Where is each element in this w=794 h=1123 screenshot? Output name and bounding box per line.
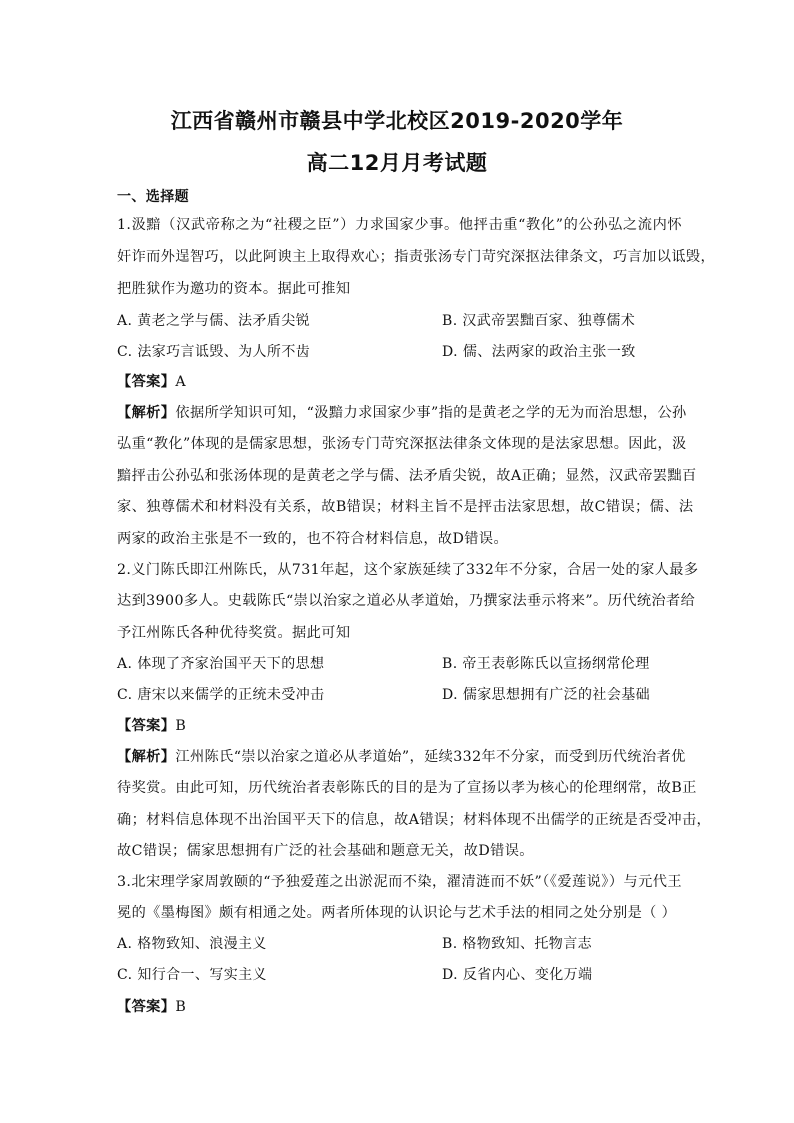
q1-option-d: D. 儒、法两家的政治主张一致 [442, 344, 636, 360]
q2-analysis-line-2: 待奖赏。由此可知，历代统治者表彰陈氏的目的是为了宣扬以孝为核心的伦理纲常，故B正 [117, 780, 697, 796]
q3-option-a: A. 格物致知、浪漫主义 [117, 936, 267, 952]
q2-option-c: C. 唐宋以来儒学的正统未受冲击 [117, 687, 325, 703]
q2-option-d: D. 儒家思想拥有广泛的社会基础 [442, 687, 651, 703]
answer-tag: 【答案】 [117, 718, 176, 734]
q2-analysis-line-1 [117, 747, 686, 767]
q1-analysis-line-5: 两家的政治主张是不一致的，也不符合材料信息，故D错误。 [117, 531, 509, 547]
q1-analysis-line-3: 黯抨击公孙弘和张汤体现的是黄老之学与儒、法矛盾尖锐，故A正确；显然，汉武帝罢黜百 [117, 468, 697, 484]
q3-stem-line-2: 冕的《墨梅图》颇有相通之处。两者所体现的认识论与艺术手法的相同之处分别是（ ） [117, 905, 677, 921]
q1-option-a: A. 黄老之学与儒、法矛盾尖锐 [117, 313, 311, 329]
q1-option-b: B. 汉武帝罢黜百家、独尊儒术 [442, 313, 636, 329]
q2-analysis-text-1: 江州陈氏“崇以治家之道必从孝道始”，延续332年不分家，而受到历代统治者优 [175, 749, 686, 765]
q2-stem-line-2: 达到3900多人。史载陈氏“崇以治家之道必从孝道始，乃撰家法垂示将来”。历代统治者给 [117, 593, 696, 609]
q2-answer [117, 716, 682, 736]
q3-option-b: B. 格物致知、托物言志 [442, 936, 592, 952]
q1-option-c: C. 法家巧言诋毁、为人所不齿 [117, 344, 311, 360]
q1-analysis-line-4: 家、独尊儒术和材料没有关系，故B错误；材料主旨不是抨击法家思想，故C错误；儒、法 [117, 499, 694, 515]
analysis-tag: 【解析】 [117, 749, 176, 765]
answer-tag: 【答案】 [117, 999, 176, 1015]
q3-answer [117, 997, 682, 1017]
q1-answer [117, 372, 682, 392]
answer-tag: 【答案】 [117, 374, 176, 390]
q1-analysis-line-2: 弘重“教化”体现的是儒家思想，张汤专门苛究深抠法律条文体现的是法家思想。因此，汲 [117, 436, 687, 452]
q1-analysis-line-1 [117, 403, 687, 423]
q3-answer-value: B [175, 999, 187, 1015]
q2-stem-line-3: 予江州陈氏各种优待奖赏。据此可知 [117, 625, 351, 641]
q2-answer-value: B [175, 718, 187, 734]
q1-answer-value: A [175, 374, 187, 390]
q3-option-d: D. 反省内心、变化万端 [442, 967, 593, 983]
section-heading: 一、选择题 [117, 189, 189, 205]
q2-analysis-line-3: 确；材料信息体现不出治国平天下的信息，故A错误；材料体现不出儒学的正统是否受冲击， [117, 812, 712, 828]
q3-stem-line-1: 3.北宋理学家周敦颐的“予独爱莲之出淤泥而不染，濯清涟而不妖”（《爱莲说》）与元代王 [117, 874, 682, 890]
q3-option-c: C. 知行合一、写实主义 [117, 967, 267, 983]
q1-analysis-text-1: 依据所学知识可知，“汲黯力求国家少事”指的是黄老之学的无为而治思想，公孙 [175, 405, 687, 421]
document-title: 江西省赣州市赣县中学北校区2019-2020学年 [170, 109, 624, 133]
q2-option-b: B. 帝王表彰陈氏以宣扬纲常伦理 [442, 656, 650, 672]
q1-stem-line-1: 1.汲黯（汉武帝称之为“社稷之臣”）力求国家少事。他抨击重“教化”的公孙弘之流内怀 [117, 217, 682, 233]
q2-option-a: A. 体现了齐家治国平天下的思想 [117, 656, 325, 672]
q1-stem-line-3: 把胜狱作为邀功的资本。据此可推知 [117, 281, 351, 297]
analysis-tag: 【解析】 [117, 405, 176, 421]
document-subtitle: 高二12月月考试题 [306, 151, 488, 175]
q2-analysis-line-4: 故C错误；儒家思想拥有广泛的社会基础和题意无关，故D错误。 [117, 843, 534, 859]
q1-stem-line-2: 奸诈而外逞智巧，以此阿谀主上取得欢心；指责张汤专门苛究深抠法律条文，巧言加以诋毁， [117, 249, 716, 265]
q2-stem-line-1: 2.义门陈氏即江州陈氏，从731年起，这个家族延续了332年不分家，合居一处的家人最多 [117, 562, 699, 578]
